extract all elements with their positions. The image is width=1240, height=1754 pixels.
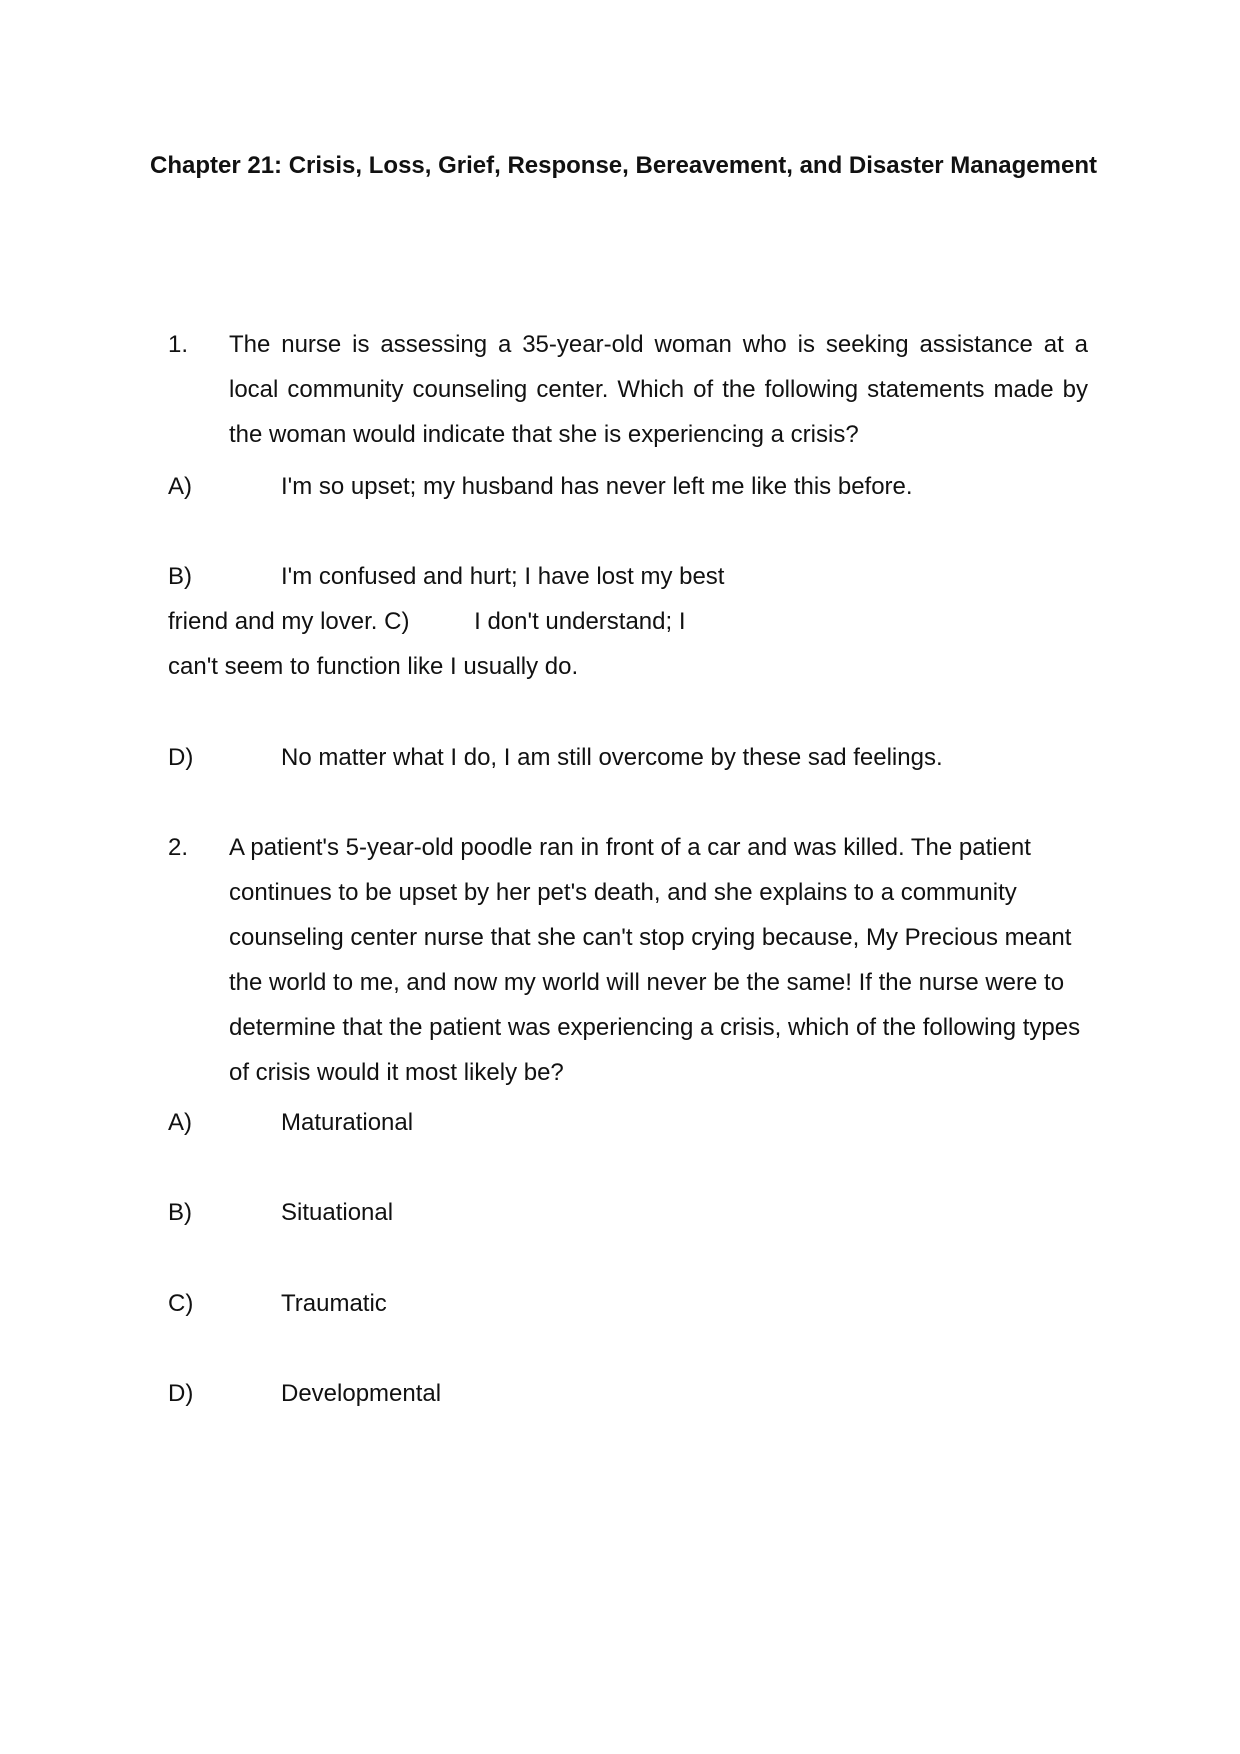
option-text: No matter what I do, I am still overcome by these sad feelings. (281, 744, 943, 771)
option-text: Situational (281, 1199, 394, 1226)
question-stem: A patient's 5-year-old poodle ran in front of a car and was killed. The patient continues to be upset by her pet's death, and she explains to a community counseling center nurse that she can't stop crying because, My Precious meant the world to me, and now my world will never be the same! If the nurse were to determine that the patient was experiencing a crisis, which of the following types of crisis would it most likely be? (229, 834, 1081, 1086)
question-2 (168, 825, 1088, 1095)
options-b-c-paragraph (168, 554, 728, 689)
option-text: Maturational (281, 1109, 414, 1136)
option-text: I'm confused and hurt; I have lost my best friend and my lover. (168, 563, 725, 635)
question-stem: The nurse is assessing a 35-year-old woman who is seeking assistance at a local community counseling center. Which of the following statements made by the woman would indicate that she is experiencing a crisis? (229, 331, 1088, 448)
option-d (168, 1371, 441, 1416)
option-letter: A) (168, 473, 192, 500)
question-1 (168, 322, 1088, 457)
option-letter: B) (168, 1199, 192, 1226)
option-letter: C) (384, 608, 410, 635)
chapter-title: Chapter 21: Crisis, Loss, Grief, Response, Bereavement, and Disaster Management (150, 152, 1097, 179)
question-number: 1. (168, 331, 189, 358)
option-text: Traumatic (281, 1290, 387, 1317)
option-b (168, 1190, 393, 1235)
option-d (168, 735, 943, 780)
question-number: 2. (168, 834, 189, 861)
option-text: I don't understand; I can't seem to function like I usually do. (168, 608, 686, 680)
option-a (168, 464, 913, 509)
option-c (168, 1281, 387, 1326)
option-a (168, 1100, 413, 1145)
option-letter: D) (168, 744, 194, 771)
option-text: Developmental (281, 1380, 442, 1407)
option-letter: D) (168, 1380, 194, 1407)
option-letter: B) (168, 563, 192, 590)
option-letter: A) (168, 1109, 192, 1136)
option-text: I'm so upset; my husband has never left me like this before. (281, 473, 913, 500)
option-letter: C) (168, 1290, 194, 1317)
